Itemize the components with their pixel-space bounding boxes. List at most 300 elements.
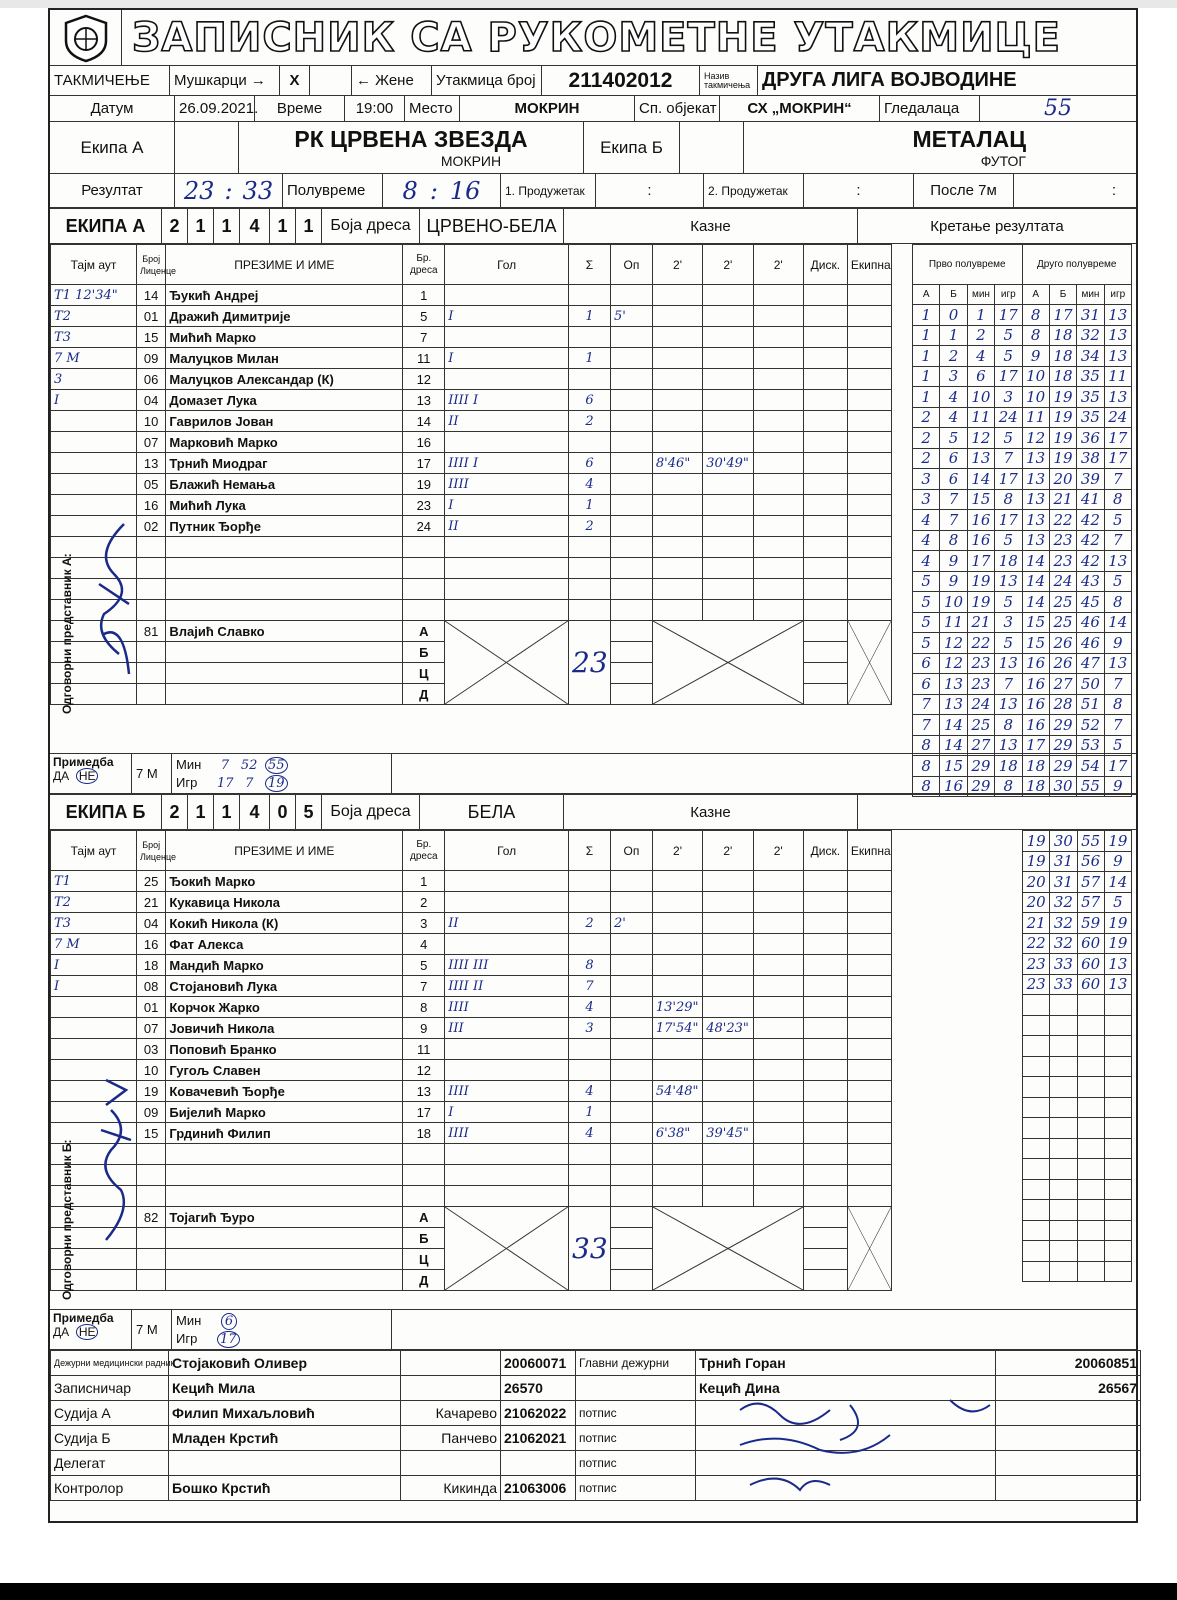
warning-cell — [610, 453, 652, 474]
progress-value: 6 — [940, 448, 967, 469]
suspension-1 — [652, 285, 702, 306]
col-shirt: Бр. дреса — [403, 831, 445, 871]
team-penalty-cell — [847, 285, 891, 306]
progress-value: 57 — [1077, 872, 1104, 893]
team-a-players-table — [50, 244, 892, 705]
player-name: Корчок Жарко — [166, 997, 403, 1018]
team-penalty-cell — [847, 871, 891, 892]
progress-value: 24 — [1049, 571, 1076, 592]
signature-label: Главни дежурни — [576, 1351, 696, 1376]
suspension-2 — [703, 1186, 753, 1207]
license-cell: 09 — [136, 1102, 165, 1123]
official-name — [166, 663, 403, 684]
suspension-3 — [753, 537, 803, 558]
header-row-date — [50, 96, 1136, 122]
disqualification-cell — [803, 306, 847, 327]
goals-tally — [445, 285, 569, 306]
document-title: ЗАПИСНИК СА РУКОМЕТНЕ УТАКМИЦЕ — [132, 14, 1061, 61]
warning-cell — [610, 1102, 652, 1123]
progress-row — [1023, 913, 1132, 934]
progress-value: 18 — [1049, 366, 1076, 387]
official-letter: Ц — [403, 1249, 445, 1270]
col-license: Број Лиценце — [136, 831, 165, 871]
progress-value: 24 — [995, 407, 1022, 428]
progress-value — [1077, 1056, 1104, 1077]
progress-row — [1023, 1200, 1132, 1221]
progress-value: 13 — [1104, 387, 1131, 408]
goals-tally — [445, 1039, 569, 1060]
min-value: 52 — [240, 758, 258, 773]
progress-value — [1023, 1241, 1050, 1262]
progress-value: 0 — [940, 305, 967, 326]
official-number: 21062022 — [501, 1401, 576, 1426]
suspension-1: 6'38" — [652, 1123, 702, 1144]
player-name: Гаврилов Јован — [166, 411, 403, 432]
progress-value: 53 — [1077, 735, 1104, 756]
progress-value: 14 — [1104, 872, 1131, 893]
official-city — [401, 1351, 501, 1376]
progress-value: 39 — [1077, 469, 1104, 490]
suspension-3 — [753, 432, 803, 453]
player-row — [51, 1039, 892, 1060]
progress-value: 17 — [995, 510, 1022, 531]
team-b-code-digit: 2 — [162, 795, 188, 829]
progress-value: 16 — [1022, 694, 1049, 715]
disqualification-cell — [803, 579, 847, 600]
team-b-players-table — [50, 830, 892, 1291]
license-cell: 03 — [136, 1039, 165, 1060]
suspension-2 — [703, 892, 753, 913]
progress-value: 19 — [967, 592, 994, 613]
official-role: Записничар — [51, 1376, 169, 1401]
player-row — [51, 1165, 892, 1186]
progress-value: 12 — [940, 653, 967, 674]
suspension-2 — [703, 1165, 753, 1186]
progress-value: 4 — [967, 346, 994, 367]
ot1-value: : — [596, 174, 704, 207]
suspension-2 — [703, 285, 753, 306]
goals-tally: I — [445, 306, 569, 327]
goals-tally: IIII — [445, 474, 569, 495]
license-cell: 16 — [136, 934, 165, 955]
progress-value: 9 — [940, 551, 967, 572]
suspension-1 — [652, 976, 702, 997]
player-row — [51, 913, 892, 934]
player-name: Блажић Немања — [166, 474, 403, 495]
progress-row — [913, 387, 1132, 408]
goals-tally — [445, 892, 569, 913]
goals-tally: I — [445, 495, 569, 516]
progress-value: 8 — [995, 489, 1022, 510]
extra-person: Кецић Дина — [696, 1376, 996, 1401]
progress-value: 29 — [967, 756, 994, 777]
player-row — [51, 537, 892, 558]
progress-value: 41 — [1077, 489, 1104, 510]
official-role: Судија А — [51, 1401, 169, 1426]
official-letter: Д — [403, 684, 445, 705]
progress-value: 2 — [913, 407, 940, 428]
progress-value: 32 — [1077, 325, 1104, 346]
progress-value: 13 — [1104, 305, 1131, 326]
progress-value: 20 — [1049, 469, 1076, 490]
player-name: Јовичић Никола — [166, 1018, 403, 1039]
progress-value — [1104, 1159, 1131, 1180]
col-goal: Гол — [445, 245, 569, 285]
progress-value: 13 — [995, 694, 1022, 715]
progress-row — [1023, 1159, 1132, 1180]
player-row — [51, 348, 892, 369]
progress-value: 17 — [1104, 756, 1131, 777]
goals-sum — [569, 600, 611, 621]
timeout-cell — [51, 495, 137, 516]
progress-value — [1104, 1138, 1131, 1159]
player-row — [51, 327, 892, 348]
license-cell: 09 — [136, 348, 165, 369]
warning-cell — [610, 663, 652, 684]
team-penalty-cell — [847, 1018, 891, 1039]
disqualification-cell — [803, 1228, 847, 1249]
license-cell: 04 — [136, 913, 165, 934]
progress-value: 60 — [1077, 933, 1104, 954]
shirt-number: 23 — [403, 495, 445, 516]
shirt-number: 7 — [403, 976, 445, 997]
goals-sum: 4 — [569, 1123, 611, 1144]
score-colon: : — [429, 176, 438, 205]
shirt-number — [403, 558, 445, 579]
team-b-note — [50, 1310, 132, 1349]
cross-out-icon — [653, 621, 803, 704]
warning-cell — [610, 621, 652, 642]
col-shirt: Бр. дреса — [403, 245, 445, 285]
player-name: Поповић Бранко — [166, 1039, 403, 1060]
suspension-1 — [652, 1060, 702, 1081]
note-label: Примедба — [53, 1311, 114, 1325]
timeout-value: T1 12'34" — [54, 288, 118, 303]
progress-value: 13 — [1104, 653, 1131, 674]
igr-value: 17 — [217, 1331, 240, 1348]
venue-label: Сп. објекат — [635, 96, 720, 121]
player-row — [51, 579, 892, 600]
license-cell: 01 — [136, 997, 165, 1018]
progress-value — [1077, 1241, 1104, 1262]
progress-value: 8 — [995, 776, 1022, 797]
license-cell: 15 — [136, 327, 165, 348]
progress-value: 42 — [1077, 510, 1104, 531]
note-yes: ДА — [53, 1325, 70, 1339]
team-b-7m-record — [172, 1310, 392, 1349]
match-no: 211402012 — [542, 66, 700, 95]
team-penalty-cell — [847, 579, 891, 600]
progress-row — [913, 756, 1132, 777]
disqualification-cell — [803, 621, 847, 642]
player-row — [51, 976, 892, 997]
col-sum: Σ — [569, 831, 611, 871]
progress-value — [1050, 1015, 1077, 1036]
progress-value: 23 — [1023, 974, 1050, 995]
goals-tally: IIII I — [445, 453, 569, 474]
suspension-1: 13'29" — [652, 997, 702, 1018]
progress-value: 19 — [1104, 913, 1131, 934]
cross-out-icon — [848, 621, 891, 704]
disqualification-cell — [803, 327, 847, 348]
player-name: Домазет Лука — [166, 390, 403, 411]
timeout-value: T2 — [54, 309, 71, 324]
suspension-1 — [652, 934, 702, 955]
suspension-3 — [753, 1039, 803, 1060]
official-person: Бошко Крстић — [169, 1476, 401, 1501]
player-name: Марковић Марко — [166, 432, 403, 453]
progress-row — [1023, 831, 1132, 852]
progress-col-header: А — [1022, 285, 1049, 305]
progress-value: 11 — [940, 612, 967, 633]
warning-cell — [610, 1270, 652, 1291]
player-name — [166, 537, 403, 558]
disqualification-cell — [803, 892, 847, 913]
progress-value: 30 — [1049, 776, 1076, 797]
progress-value: 13 — [995, 571, 1022, 592]
suspension-1 — [652, 1144, 702, 1165]
warning-cell — [610, 1207, 652, 1228]
official-person — [169, 1451, 401, 1476]
goals-tally: III — [445, 1018, 569, 1039]
progress-value: 16 — [1022, 674, 1049, 695]
shirt-number: 3 — [403, 913, 445, 934]
player-row — [51, 474, 892, 495]
player-row — [51, 558, 892, 579]
progress-value: 13 — [1104, 954, 1131, 975]
license-cell: 19 — [136, 1081, 165, 1102]
suspension-3 — [753, 369, 803, 390]
suspension-2 — [703, 348, 753, 369]
progress-value: 22 — [967, 633, 994, 654]
sevenm-label: 7 М — [132, 1310, 172, 1349]
shirt-number: 11 — [403, 1039, 445, 1060]
progress-value — [1050, 1241, 1077, 1262]
progress-value — [1023, 1220, 1050, 1241]
official-role: Делегат — [51, 1451, 169, 1476]
timeout-value: I — [54, 979, 60, 994]
progress-value: 7 — [1104, 674, 1131, 695]
suspension-1 — [652, 537, 702, 558]
half-label: Полувреме — [283, 174, 383, 207]
progress-value: 12 — [940, 633, 967, 654]
progress-value: 25 — [1049, 612, 1076, 633]
progress-value: 29 — [1049, 715, 1076, 736]
suspension-2 — [703, 411, 753, 432]
goals-sum: 1 — [569, 306, 611, 327]
warning-cell — [610, 1123, 652, 1144]
timeout-cell — [51, 411, 137, 432]
progress-value: 10 — [940, 592, 967, 613]
progress-value: 7 — [995, 674, 1022, 695]
shirt-number: 18 — [403, 1123, 445, 1144]
goals-sum: 6 — [569, 453, 611, 474]
player-name — [166, 558, 403, 579]
second-half-label: Друго полувреме — [1022, 245, 1132, 285]
official-license: 82 — [136, 1207, 165, 1228]
disqualification-cell — [803, 558, 847, 579]
after7m-value: : — [1111, 182, 1116, 199]
progress-value: 16 — [1022, 715, 1049, 736]
progress-value: 28 — [1049, 694, 1076, 715]
progress-value — [1050, 1220, 1077, 1241]
official-city — [401, 1376, 501, 1401]
shirt-number: 8 — [403, 997, 445, 1018]
progress-value: 13 — [967, 448, 994, 469]
progress-value: 25 — [1049, 592, 1076, 613]
progress-value: 9 — [1104, 851, 1131, 872]
progress-value: 51 — [1077, 694, 1104, 715]
progress-value: 23 — [967, 653, 994, 674]
place-label: Место — [405, 96, 460, 121]
player-row — [51, 955, 892, 976]
team-penalty-cell — [847, 1165, 891, 1186]
warning-cell — [610, 327, 652, 348]
progress-row — [1023, 872, 1132, 893]
col-team-penalty: Екипна — [847, 245, 891, 285]
warning-cell — [610, 1081, 652, 1102]
suspension-1 — [652, 558, 702, 579]
progress-value: 5 — [1104, 735, 1131, 756]
col-goal: Гол — [445, 831, 569, 871]
goals-sum — [569, 1039, 611, 1060]
place-value: МОКРИН — [460, 96, 635, 121]
progress-value: 35 — [1077, 407, 1104, 428]
disqualification-cell — [803, 1060, 847, 1081]
official-letter: Д — [403, 1270, 445, 1291]
player-row — [51, 892, 892, 913]
progress-value: 5 — [995, 346, 1022, 367]
progress-value: 42 — [1077, 551, 1104, 572]
team-penalty-cell — [847, 892, 891, 913]
progress-value: 50 — [1077, 674, 1104, 695]
timeout-cell — [51, 976, 137, 997]
suspension-1 — [652, 1165, 702, 1186]
progress-value — [1077, 1118, 1104, 1139]
suspension-1: 54'48" — [652, 1081, 702, 1102]
official-license — [136, 1270, 165, 1291]
official-license — [136, 1249, 165, 1270]
disqualification-cell — [803, 1144, 847, 1165]
team-penalty-crossed-box — [847, 1207, 891, 1291]
progress-row — [913, 510, 1132, 531]
goals-tally: IIII II — [445, 976, 569, 997]
warning-cell — [610, 558, 652, 579]
note-no: НЕ — [76, 1324, 99, 1340]
empty-cell — [680, 122, 744, 173]
warning-cell — [610, 411, 652, 432]
disqualification-cell — [803, 369, 847, 390]
progress-value: 26 — [1049, 633, 1076, 654]
ot1-label: 1. Продужетак — [501, 174, 596, 207]
progress-value — [1104, 1220, 1131, 1241]
progress-value: 19 — [1049, 407, 1076, 428]
goals-sum — [569, 1144, 611, 1165]
player-row — [51, 934, 892, 955]
shirt-number: 11 — [403, 348, 445, 369]
goals-sum: 7 — [569, 976, 611, 997]
disqualification-cell — [803, 1207, 847, 1228]
progress-row — [1023, 933, 1132, 954]
progress-value: 2 — [913, 448, 940, 469]
shirt-number: 14 — [403, 411, 445, 432]
disqualification-cell — [803, 348, 847, 369]
progress-value — [1104, 1179, 1131, 1200]
progress-value: 19 — [967, 571, 994, 592]
progress-value: 26 — [1049, 653, 1076, 674]
progress-row — [1023, 974, 1132, 995]
goals-sum: 4 — [569, 474, 611, 495]
progress-value: 13 — [995, 653, 1022, 674]
extra-number: 26567 — [996, 1376, 1141, 1401]
progress-value: 22 — [1049, 510, 1076, 531]
goals-tally: IIII — [445, 997, 569, 1018]
progress-value — [1023, 1179, 1050, 1200]
disqualification-cell — [803, 684, 847, 705]
progress-value: 7 — [995, 448, 1022, 469]
progress-value: 11 — [1022, 407, 1049, 428]
license-cell: 18 — [136, 955, 165, 976]
suspension-1 — [652, 306, 702, 327]
progress-value — [1104, 995, 1131, 1016]
progress-value — [1050, 1261, 1077, 1282]
player-name — [166, 600, 403, 621]
progress-value — [1104, 1036, 1131, 1057]
team-b-code-digit: 1 — [214, 795, 240, 829]
suspension-3 — [753, 1144, 803, 1165]
progress-value: 5 — [940, 428, 967, 449]
official-letter: А — [403, 621, 445, 642]
team-total-goals: 23 — [569, 621, 611, 705]
goals-tally: II — [445, 516, 569, 537]
progress-value — [1023, 1015, 1050, 1036]
goals-tally — [445, 369, 569, 390]
progress-value: 6 — [940, 469, 967, 490]
goals-tally — [445, 600, 569, 621]
license-cell: 08 — [136, 976, 165, 997]
progress-value: 24 — [967, 694, 994, 715]
progress-value — [1104, 1097, 1131, 1118]
suspension-2 — [703, 537, 753, 558]
team-b-columns-row — [51, 831, 892, 871]
progress-row — [1023, 1118, 1132, 1139]
spectators-label: Гледалаца — [880, 96, 980, 121]
progress-value: 17 — [1022, 735, 1049, 756]
progress-value: 5 — [913, 633, 940, 654]
progress-value: 30 — [1050, 831, 1077, 852]
progress-value: 4 — [940, 387, 967, 408]
progress-value: 14 — [1022, 571, 1049, 592]
shirt-number: 2 — [403, 892, 445, 913]
suspension-3 — [753, 600, 803, 621]
team-penalty-cell — [847, 390, 891, 411]
warning-cell — [610, 997, 652, 1018]
team-penalty-cell — [847, 1081, 891, 1102]
suspension-3 — [753, 516, 803, 537]
progress-value: 8 — [913, 735, 940, 756]
suspension-3 — [753, 1060, 803, 1081]
shirt-number: 12 — [403, 1060, 445, 1081]
suspension-2: 48'23" — [703, 1018, 753, 1039]
progress-value: 46 — [1077, 612, 1104, 633]
official-number: 21062021 — [501, 1426, 576, 1451]
progress-value — [1050, 1036, 1077, 1057]
license-cell: 07 — [136, 1018, 165, 1039]
progress-value: 10 — [967, 387, 994, 408]
progress-row — [913, 366, 1132, 387]
progress-col-header: Б — [1049, 285, 1076, 305]
progress-row — [913, 448, 1132, 469]
